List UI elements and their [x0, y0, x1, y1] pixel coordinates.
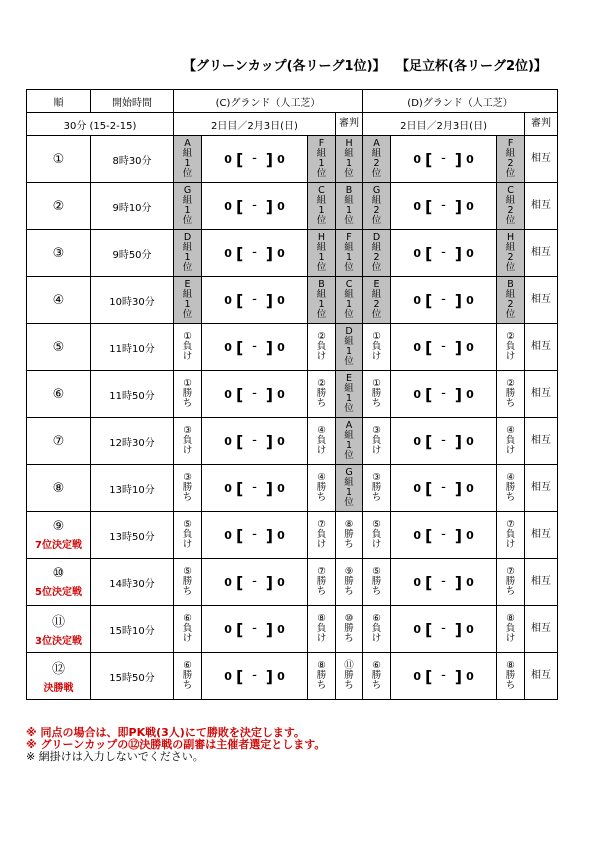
d-referee: 相互 — [525, 559, 558, 606]
c-score-input — [202, 418, 308, 465]
d-team-right: H 組 2 位 — [497, 230, 525, 277]
bracket-open: [ — [235, 666, 244, 686]
score-dash: – — [441, 248, 446, 258]
score-dash: – — [252, 248, 257, 258]
d-team-left: ③ 負 け — [363, 418, 391, 465]
match-number: ③ — [27, 230, 91, 277]
score-dash: – — [252, 295, 257, 305]
d-score-input — [391, 512, 497, 559]
score-right: 0 — [466, 387, 474, 401]
c-score-input — [202, 512, 308, 559]
score-right: 0 — [466, 528, 474, 542]
score-right: 0 — [466, 152, 474, 166]
bracket-close: ] — [454, 243, 463, 263]
note-shading: ※ 網掛けは入力しないでください。 — [26, 750, 204, 763]
header-start-time: 開始時間 — [91, 90, 174, 113]
c-team-left: ① 負 け — [174, 324, 202, 371]
c-team-left: ⑥ 勝 ち — [174, 653, 202, 700]
bracket-open: [ — [424, 431, 433, 451]
title-bar — [0, 55, 600, 75]
c-score-input — [202, 606, 308, 653]
bracket-open: [ — [424, 572, 433, 592]
c-team-right: ⑦ 勝 ち — [308, 559, 336, 606]
d-team-right: C 組 2 位 — [497, 183, 525, 230]
match-number: ⑫ 決勝戦 — [27, 653, 91, 700]
bracket-open: [ — [235, 478, 244, 498]
d-team-right: F 組 2 位 — [497, 136, 525, 183]
score-right: 0 — [277, 481, 285, 495]
d-team-left: ⑤ 負 け — [363, 512, 391, 559]
d-team-left: G 組 2 位 — [363, 183, 391, 230]
c-referee: D 組 1 位 — [336, 324, 363, 371]
c-team-left: D 組 1 位 — [174, 230, 202, 277]
score-dash: – — [441, 671, 446, 681]
d-score-input — [391, 183, 497, 230]
d-team-right: ⑦ 勝 ち — [497, 559, 525, 606]
c-referee: ⑧ 勝 ち — [336, 512, 363, 559]
match-row — [27, 606, 558, 653]
d-referee: 相互 — [525, 136, 558, 183]
c-team-left: ⑥ 負 け — [174, 606, 202, 653]
score-dash: – — [252, 389, 257, 399]
start-time: 8時30分 — [91, 136, 174, 183]
bracket-open: [ — [235, 525, 244, 545]
score-dash: – — [441, 530, 446, 540]
score-dash: – — [441, 154, 446, 164]
d-team-left: E 組 2 位 — [363, 277, 391, 324]
bracket-close: ] — [454, 337, 463, 357]
c-referee: ⑨ 勝 ち — [336, 559, 363, 606]
note-pk: ※ 同点の場合は、即PK戦(3人)にて勝敗を決定します。 — [26, 726, 305, 739]
bracket-open: [ — [235, 384, 244, 404]
c-team-right: ⑧ 勝 ち — [308, 653, 336, 700]
bracket-close: ] — [454, 290, 463, 310]
d-team-right: ④ 勝 ち — [497, 465, 525, 512]
c-team-left: ① 勝 ち — [174, 371, 202, 418]
score-left: 0 — [413, 246, 421, 260]
d-team-right: ⑦ 負 け — [497, 512, 525, 559]
d-score-input — [391, 136, 497, 183]
bracket-close: ] — [454, 525, 463, 545]
d-referee: 相互 — [525, 277, 558, 324]
score-right: 0 — [277, 246, 285, 260]
start-time: 15時10分 — [91, 606, 174, 653]
bracket-close: ] — [265, 384, 274, 404]
score-right: 0 — [277, 434, 285, 448]
c-score-input — [202, 465, 308, 512]
start-time: 14時30分 — [91, 559, 174, 606]
bracket-close: ] — [454, 478, 463, 498]
score-right: 0 — [277, 293, 285, 307]
score-dash: – — [252, 436, 257, 446]
score-right: 0 — [466, 434, 474, 448]
score-left: 0 — [224, 340, 232, 354]
match-row — [27, 277, 558, 324]
bracket-open: [ — [424, 337, 433, 357]
d-team-right: ④ 負 け — [497, 418, 525, 465]
bracket-close: ] — [265, 337, 274, 357]
c-team-left: E 組 1 位 — [174, 277, 202, 324]
bracket-close: ] — [454, 384, 463, 404]
c-team-right: ⑧ 負 け — [308, 606, 336, 653]
score-left: 0 — [224, 528, 232, 542]
score-left: 0 — [413, 575, 421, 589]
bracket-close: ] — [265, 619, 274, 639]
header-date-d: 2日目／2月3日(日) — [363, 113, 525, 136]
c-team-right: F 組 1 位 — [308, 136, 336, 183]
score-dash: – — [252, 577, 257, 587]
score-right: 0 — [466, 481, 474, 495]
bracket-close: ] — [265, 149, 274, 169]
header-order: 順 — [27, 90, 91, 113]
score-left: 0 — [224, 387, 232, 401]
match-label: 3位決定戦 — [35, 636, 82, 647]
c-score-input — [202, 230, 308, 277]
score-dash: – — [441, 201, 446, 211]
d-score-input — [391, 559, 497, 606]
score-right: 0 — [466, 246, 474, 260]
score-dash: – — [441, 389, 446, 399]
score-dash: – — [252, 671, 257, 681]
d-score-input — [391, 230, 497, 277]
score-dash: – — [252, 201, 257, 211]
score-right: 0 — [277, 575, 285, 589]
score-left: 0 — [224, 575, 232, 589]
match-row — [27, 324, 558, 371]
score-left: 0 — [413, 293, 421, 307]
score-dash: – — [252, 624, 257, 634]
bracket-close: ] — [454, 196, 463, 216]
c-team-right: ⑦ 負 け — [308, 512, 336, 559]
c-team-left: ⑤ 勝 ち — [174, 559, 202, 606]
bracket-open: [ — [424, 478, 433, 498]
match-label: 決勝戦 — [43, 683, 74, 694]
score-right: 0 — [277, 340, 285, 354]
score-dash: – — [252, 530, 257, 540]
d-team-right: ⑧ 勝 ち — [497, 653, 525, 700]
match-row — [27, 230, 558, 277]
start-time: 10時30分 — [91, 277, 174, 324]
score-left: 0 — [224, 199, 232, 213]
bracket-open: [ — [235, 619, 244, 639]
header-referee-c: 審判 — [336, 113, 363, 136]
match-number: ⑪ 3位決定戦 — [27, 606, 91, 653]
c-team-right: H 組 1 位 — [308, 230, 336, 277]
bracket-open: [ — [424, 149, 433, 169]
score-left: 0 — [224, 622, 232, 636]
bracket-open: [ — [235, 572, 244, 592]
d-score-input — [391, 418, 497, 465]
score-left: 0 — [224, 152, 232, 166]
c-referee: E 組 1 位 — [336, 371, 363, 418]
c-score-input — [202, 183, 308, 230]
header-referee-d: 審判 — [525, 113, 558, 136]
bracket-close: ] — [265, 290, 274, 310]
score-right: 0 — [277, 622, 285, 636]
c-referee: F 組 1 位 — [336, 230, 363, 277]
start-time: 13時10分 — [91, 465, 174, 512]
score-right: 0 — [466, 293, 474, 307]
match-number: ⑨ 7位決定戦 — [27, 512, 91, 559]
c-team-right: C 組 1 位 — [308, 183, 336, 230]
bracket-open: [ — [235, 196, 244, 216]
score-dash: – — [252, 342, 257, 352]
c-referee: ⑪ 勝 ち — [336, 653, 363, 700]
score-dash: – — [252, 483, 257, 493]
d-referee: 相互 — [525, 512, 558, 559]
header-ground-c: (C)グランド（人工芝） — [174, 90, 363, 113]
c-score-input — [202, 559, 308, 606]
bracket-open: [ — [235, 431, 244, 451]
bracket-open: [ — [424, 525, 433, 545]
c-referee: H 組 1 位 — [336, 136, 363, 183]
c-team-left: ⑤ 負 け — [174, 512, 202, 559]
match-number: ④ — [27, 277, 91, 324]
c-team-right: B 組 1 位 — [308, 277, 336, 324]
d-team-left: ③ 勝 ち — [363, 465, 391, 512]
score-right: 0 — [466, 669, 474, 683]
d-referee: 相互 — [525, 183, 558, 230]
c-referee: A 組 1 位 — [336, 418, 363, 465]
schedule-table — [26, 89, 558, 700]
d-team-left: ① 勝 ち — [363, 371, 391, 418]
bracket-open: [ — [235, 337, 244, 357]
d-team-left: ⑤ 勝 ち — [363, 559, 391, 606]
match-number: ⑤ — [27, 324, 91, 371]
match-row — [27, 653, 558, 700]
bracket-close: ] — [265, 243, 274, 263]
match-number: ⑥ — [27, 371, 91, 418]
match-row — [27, 559, 558, 606]
c-team-left: ③ 負 け — [174, 418, 202, 465]
c-score-input — [202, 371, 308, 418]
match-number: ⑧ — [27, 465, 91, 512]
bracket-open: [ — [424, 243, 433, 263]
c-team-right: ④ 勝 ち — [308, 465, 336, 512]
c-score-input — [202, 653, 308, 700]
score-left: 0 — [413, 387, 421, 401]
d-referee: 相互 — [525, 324, 558, 371]
score-left: 0 — [413, 622, 421, 636]
bracket-open: [ — [424, 619, 433, 639]
bracket-close: ] — [265, 666, 274, 686]
match-row — [27, 371, 558, 418]
bracket-open: [ — [235, 290, 244, 310]
d-score-input — [391, 324, 497, 371]
bracket-close: ] — [265, 478, 274, 498]
score-left: 0 — [224, 481, 232, 495]
score-dash: – — [441, 483, 446, 493]
d-referee: 相互 — [525, 606, 558, 653]
bracket-close: ] — [265, 525, 274, 545]
d-team-right: B 組 2 位 — [497, 277, 525, 324]
score-right: 0 — [277, 669, 285, 683]
match-row — [27, 512, 558, 559]
match-number: ② — [27, 183, 91, 230]
notes — [26, 727, 325, 763]
c-team-right: ② 勝 ち — [308, 371, 336, 418]
header-date-c: 2日目／2月3日(日) — [174, 113, 336, 136]
d-referee: 相互 — [525, 418, 558, 465]
d-score-input — [391, 653, 497, 700]
bracket-close: ] — [454, 666, 463, 686]
bracket-open: [ — [424, 290, 433, 310]
c-team-left: ③ 勝 ち — [174, 465, 202, 512]
d-referee: 相互 — [525, 465, 558, 512]
start-time: 12時30分 — [91, 418, 174, 465]
bracket-open: [ — [424, 384, 433, 404]
score-left: 0 — [413, 528, 421, 542]
c-score-input — [202, 277, 308, 324]
match-number: ⑦ — [27, 418, 91, 465]
start-time: 11時50分 — [91, 371, 174, 418]
match-row — [27, 465, 558, 512]
c-score-input — [202, 136, 308, 183]
score-dash: – — [441, 624, 446, 634]
header-row-1 — [27, 90, 558, 113]
c-team-left: A 組 1 位 — [174, 136, 202, 183]
score-dash: – — [441, 436, 446, 446]
score-left: 0 — [413, 152, 421, 166]
score-right: 0 — [277, 387, 285, 401]
bracket-close: ] — [454, 572, 463, 592]
start-time: 13時50分 — [91, 512, 174, 559]
score-right: 0 — [466, 340, 474, 354]
d-team-right: ⑧ 負 け — [497, 606, 525, 653]
match-number: ⑩ 5位決定戦 — [27, 559, 91, 606]
score-right: 0 — [277, 199, 285, 213]
score-left: 0 — [224, 669, 232, 683]
note-referee: ※ グリーンカップの⑫決勝戦の副審は主催者選定とします。 — [26, 738, 326, 751]
d-team-left: D 組 2 位 — [363, 230, 391, 277]
header-ground-d: (D)グランド（人工芝） — [363, 90, 558, 113]
score-left: 0 — [224, 434, 232, 448]
d-referee: 相互 — [525, 230, 558, 277]
d-score-input — [391, 465, 497, 512]
score-dash: – — [441, 342, 446, 352]
green-cup-title: 【グリーンカップ(各リーグ1位)】 — [183, 59, 386, 74]
d-team-left: ⑥ 勝 ち — [363, 653, 391, 700]
score-left: 0 — [224, 293, 232, 307]
c-referee: B 組 1 位 — [336, 183, 363, 230]
d-score-input — [391, 371, 497, 418]
c-team-right: ② 負 け — [308, 324, 336, 371]
c-team-right: ④ 負 け — [308, 418, 336, 465]
bracket-close: ] — [265, 431, 274, 451]
bracket-close: ] — [454, 431, 463, 451]
c-referee: G 組 1 位 — [336, 465, 363, 512]
d-score-input — [391, 277, 497, 324]
score-left: 0 — [413, 434, 421, 448]
match-row — [27, 183, 558, 230]
d-team-left: ⑥ 負 け — [363, 606, 391, 653]
c-referee: C 組 1 位 — [336, 277, 363, 324]
bracket-open: [ — [424, 196, 433, 216]
score-right: 0 — [277, 528, 285, 542]
header-row-2 — [27, 113, 558, 136]
score-left: 0 — [413, 481, 421, 495]
match-label: 7位決定戦 — [35, 540, 82, 551]
match-label: 5位決定戦 — [35, 587, 82, 598]
bracket-open: [ — [424, 666, 433, 686]
score-right: 0 — [466, 575, 474, 589]
score-dash: – — [441, 577, 446, 587]
score-left: 0 — [413, 669, 421, 683]
adachi-cup-title: 【足立杯(各リーグ2位)】 — [396, 59, 547, 74]
d-referee: 相互 — [525, 653, 558, 700]
score-left: 0 — [413, 199, 421, 213]
start-time: 15時50分 — [91, 653, 174, 700]
d-team-left: ① 負 け — [363, 324, 391, 371]
d-team-right: ② 負 け — [497, 324, 525, 371]
start-time: 9時50分 — [91, 230, 174, 277]
bracket-close: ] — [454, 619, 463, 639]
d-team-right: ② 勝 ち — [497, 371, 525, 418]
bracket-open: [ — [235, 243, 244, 263]
bracket-close: ] — [454, 149, 463, 169]
score-dash: – — [441, 295, 446, 305]
c-score-input — [202, 324, 308, 371]
score-right: 0 — [277, 152, 285, 166]
score-right: 0 — [466, 199, 474, 213]
header-duration: 30分 (15-2-15) — [27, 113, 174, 136]
score-left: 0 — [413, 340, 421, 354]
match-row — [27, 136, 558, 183]
start-time: 11時10分 — [91, 324, 174, 371]
d-score-input — [391, 606, 497, 653]
score-dash: – — [252, 154, 257, 164]
bracket-open: [ — [235, 149, 244, 169]
bracket-close: ] — [265, 572, 274, 592]
c-referee: ⑩ 勝 ち — [336, 606, 363, 653]
d-team-left: A 組 2 位 — [363, 136, 391, 183]
c-team-left: G 組 1 位 — [174, 183, 202, 230]
match-row — [27, 418, 558, 465]
start-time: 9時10分 — [91, 183, 174, 230]
d-referee: 相互 — [525, 371, 558, 418]
score-left: 0 — [224, 246, 232, 260]
bracket-close: ] — [265, 196, 274, 216]
match-number: ① — [27, 136, 91, 183]
score-right: 0 — [466, 622, 474, 636]
